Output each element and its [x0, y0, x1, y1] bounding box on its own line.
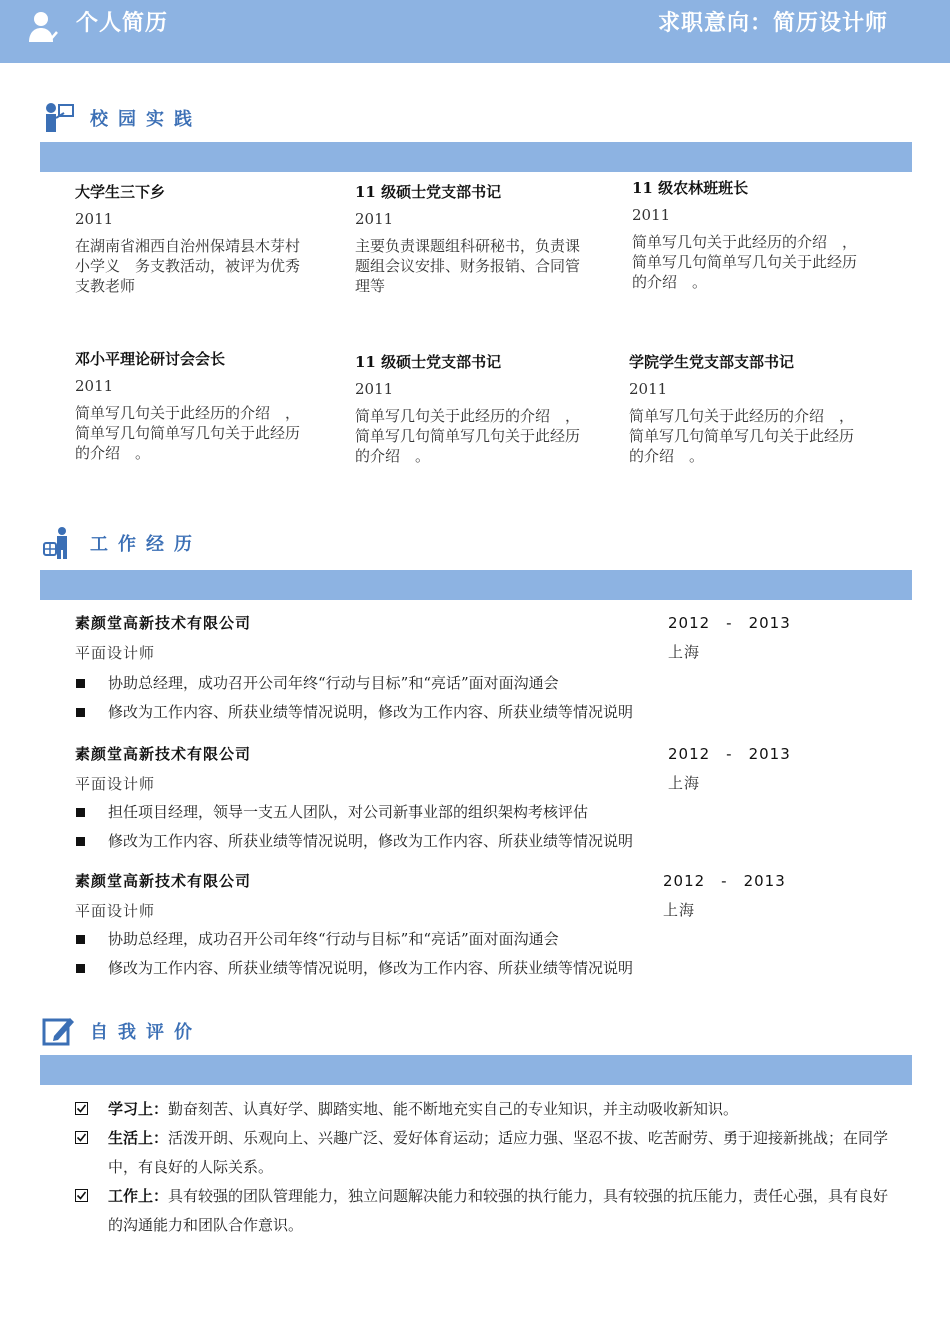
campus-item-year: 2011 [355, 210, 394, 228]
evaluation-text: 具有较强的团队管理能力，独立问题解决能力和较强的执行能力，具有较强的抗压能力，责任心强，具有良好的沟通能力和团队合作意识。 [108, 1187, 889, 1234]
campus-item-year: 2011 [629, 380, 668, 398]
section-bar-work [40, 570, 912, 600]
campus-item-title: 大学生三下乡 [75, 183, 166, 201]
section-title-work: 工作经历 [90, 534, 202, 555]
job-company: 素颜堂高新技术有限公司 [75, 745, 252, 763]
section-title-self: 自我评价 [90, 1022, 202, 1043]
evaluation-label: 工作上： [108, 1187, 169, 1205]
campus-item-title: 邓小平理论研讨会会长 [75, 350, 226, 368]
campus-item [629, 351, 869, 466]
job-bullet: 担任项目经理，领导一支五人团队，对公司新事业部的组织架构考核评估 [75, 802, 875, 831]
campus-item-desc: 在湖南省湘西自治州保靖县木芽村小学义 务支教活动，被评为优秀支教老师 [75, 237, 301, 295]
campus-item [355, 351, 595, 466]
worker-icon [42, 526, 76, 560]
campus-item [75, 181, 315, 296]
section-title-campus: 校园实践 [90, 109, 202, 130]
edit-icon [42, 1014, 76, 1048]
campus-item-title: 学院学生党支部支部书记 [629, 353, 795, 371]
checkbox-checked-icon [75, 1189, 88, 1202]
campus-item-desc: 简单写几句关于此经历的介绍 ，简单写几句简单写几句关于此经历的介绍 。 [355, 407, 581, 465]
evaluation-item [75, 1124, 895, 1182]
job-entry [75, 743, 875, 860]
checkbox-checked-icon [75, 1102, 88, 1115]
job-company: 素颜堂高新技术有限公司 [75, 614, 252, 632]
campus-item-desc: 简单写几句关于此经历的介绍 ，简单写几句简单写几句关于此经历的介绍 。 [632, 233, 858, 291]
job-bullet: 修改为工作内容、所获业绩等情况说明，修改为工作内容、所获业绩等情况说明 [75, 831, 875, 860]
presenter-icon [42, 101, 76, 135]
campus-item-title: 11 级农林班班长 [632, 179, 749, 197]
job-bullet: 协助总经理，成功召开公司年终“行动与目标”和“亮话”面对面沟通会 [75, 673, 875, 702]
campus-item-title: 11 级硕士党支部书记 [355, 353, 502, 371]
campus-item-year: 2011 [355, 380, 394, 398]
campus-item-desc: 简单写几句关于此经历的介绍 ，简单写几句简单写几句关于此经历的介绍 。 [629, 407, 855, 465]
job-objective: 求职意向：简历设计师 [657, 11, 888, 36]
job-entry [75, 870, 875, 987]
evaluation-item [75, 1095, 895, 1124]
campus-item [355, 181, 595, 296]
job-bullet: 修改为工作内容、所获业绩等情况说明，修改为工作内容、所获业绩等情况说明 [75, 958, 875, 987]
header-bar [0, 0, 950, 63]
person-icon [26, 10, 60, 44]
job-role: 平面设计师 [75, 644, 156, 662]
evaluation-item [75, 1182, 895, 1240]
campus-item-year: 2011 [632, 206, 671, 224]
campus-item [632, 177, 872, 292]
job-role: 平面设计师 [75, 775, 156, 793]
job-period: 2012 - 2013 [663, 872, 786, 890]
evaluation-label: 学习上： [108, 1100, 169, 1118]
job-city: 上海 [668, 643, 701, 661]
evaluation-list [75, 1095, 895, 1240]
campus-item-title: 11 级硕士党支部书记 [355, 183, 502, 201]
campus-item-desc: 主要负责课题组科研秘书，负责课题组会议安排、财务报销、合同管理等 [355, 237, 581, 295]
job-bullets [75, 929, 875, 987]
section-bar-campus [40, 142, 912, 172]
job-city: 上海 [663, 901, 696, 919]
campus-item [75, 348, 315, 463]
job-bullets [75, 802, 875, 860]
campus-item-desc: 简单写几句关于此经历的介绍 ，简单写几句简单写几句关于此经历的介绍 。 [75, 404, 301, 462]
evaluation-text: 勤奋刻苦、认真好学、脚踏实地、能不断地充实自己的专业知识，并主动吸收新知识。 [168, 1100, 739, 1118]
job-city: 上海 [668, 774, 701, 792]
job-bullets [75, 673, 875, 731]
campus-item-year: 2011 [75, 377, 114, 395]
section-bar-self [40, 1055, 912, 1085]
page-title: 个人简历 [76, 11, 169, 36]
job-role: 平面设计师 [75, 902, 156, 920]
evaluation-label: 生活上： [108, 1129, 169, 1147]
job-entry [75, 612, 875, 731]
evaluation-text: 活泼开朗、乐观向上、兴趣广泛、爱好体育运动；适应力强、坚忍不拔、吃苦耐劳、勇于迎接新挑战；在同学中，有良好的人际关系。 [108, 1129, 889, 1176]
checkbox-checked-icon [75, 1131, 88, 1144]
job-company: 素颜堂高新技术有限公司 [75, 872, 252, 890]
job-period: 2012 - 2013 [668, 614, 791, 632]
job-bullet: 协助总经理，成功召开公司年终“行动与目标”和“亮话”面对面沟通会 [75, 929, 875, 958]
campus-item-year: 2011 [75, 210, 114, 228]
job-bullet: 修改为工作内容、所获业绩等情况说明，修改为工作内容、所获业绩等情况说明 [75, 702, 875, 731]
job-period: 2012 - 2013 [668, 745, 791, 763]
